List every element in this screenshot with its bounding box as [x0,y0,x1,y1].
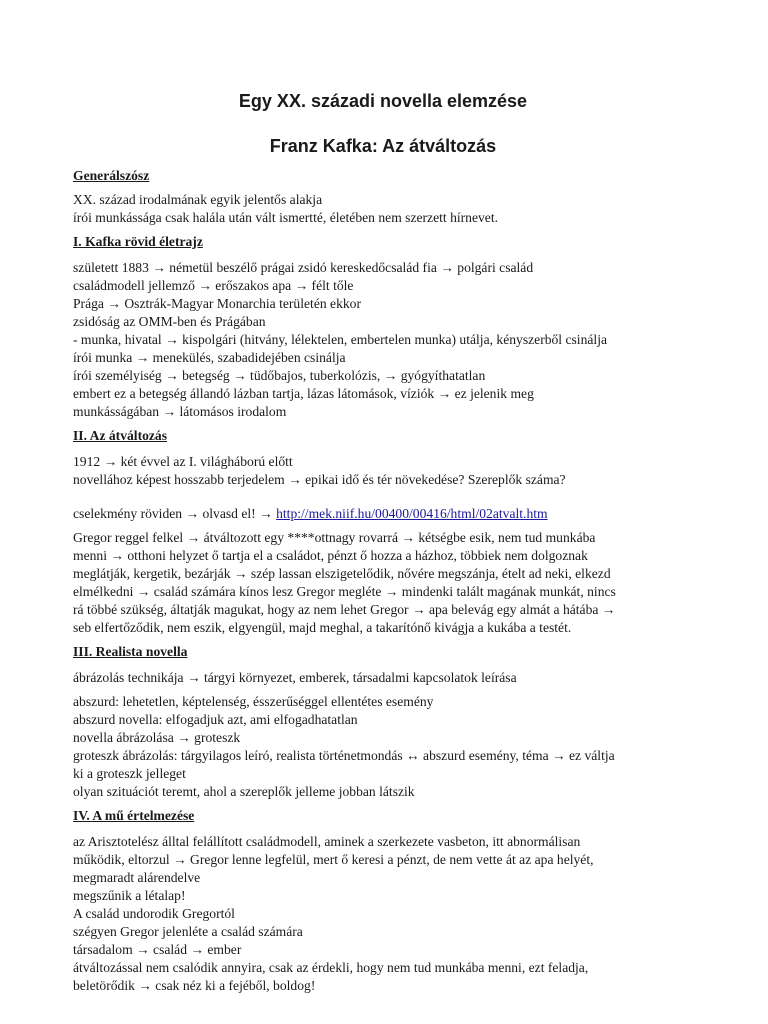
document-subtitle: Franz Kafka: Az átváltozás [269,136,497,156]
section-biography [73,233,733,421]
text-line: groteszk ábrázolás: tárgyilagos leíró, realista történetmondás ↔ abszurd esemény, téma → ez váltja [73,748,615,763]
text-line: olyan szituációt teremt, ahol a szereplők jelleme jobban látszik [73,784,415,799]
text-line: Gregor reggel felkel → átváltozott egy ****ottnagy rovarrá → kétségbe esik, nem tud munkába [73,530,596,545]
section-intro [73,167,733,227]
section-heading: I. Kafka rövid életrajz [73,234,203,249]
text-line: A család undorodik Gregortól [73,906,235,921]
text-line: elmélkedni → család számára kínos lesz Gregor megléte → mindenki talált magának munkát, nincs [73,584,616,599]
text-line: 1912 → két évvel az I. világháború előtt [73,454,293,469]
document-body [73,88,733,995]
link-prefix: cselekmény röviden → olvasd el! → [73,506,277,521]
text-line: embert ez a betegség állandó lázban tartja, lázas látomások, víziók → ez jelenik meg [73,386,534,401]
text-line: ábrázolás technikája → tárgyi környezet, emberek, társadalmi kapcsolatok leírása [73,670,517,685]
text-line: abszurd novella: elfogadjuk azt, ami elfogadhatatlan [73,712,358,727]
text-line: munkásságában → látomásos irodalom [73,404,287,419]
text-line: családmodell jellemző → erőszakos apa → félt tőle [73,278,354,293]
section-heading: IV. A mű értelmezése [73,808,195,823]
text-line: XX. század irodalmának egyik jelentős alakja [73,192,323,207]
text-line: - munka, hivatal → kispolgári (hitvány, lélektelen, embertelen munka) utálja, kényszerből csinálja [73,332,608,347]
text-line: menni → otthoni helyzet ő tartja el a családot, pénzt ő hozza a házhoz, többiek nem dolgoznak [73,548,588,563]
section-heading: II. Az átváltozás [73,428,168,443]
text-line: novella ábrázolása → groteszk [73,730,241,745]
section-interpretation [73,807,733,995]
text-line: zsidóság az OMM-ben és Prágában [73,314,266,329]
text-line: megszűnik a létalap! [73,888,186,903]
text-line: seb elfertőződik, nem eszik, elgyengül, majd meghal, a takarítónő kivágja a kukába a testét. [73,620,572,635]
text-line: rá többé szükség, áltatják magukat, hogy az nem lehet Gregor → apa belevág egy almát a hátába → [73,602,616,617]
text-line: társadalom → család → ember [73,942,242,957]
section-heading: III. Realista novella [73,644,188,659]
plot-summary-link[interactable]: http://mek.niif.hu/00400/00416/html/02atvalt.htm [276,506,548,521]
section-metamorphosis [73,427,733,637]
text-line: született 1883 → németül beszélő prágai zsidó kereskedőcsalád fia → polgári család [73,260,534,275]
section-heading: Generálszósz [73,168,150,183]
text-line: írói személyiség → betegség → tüdőbajos, tuberkolózis, → gyógyíthatatlan [73,368,486,383]
section-realist-novella [73,643,733,801]
text-line: novellához képest hosszabb terjedelem → epikai idő és tér növekedése? Szereplők száma? [73,472,566,487]
text-line: működik, eltorzul → Gregor lenne legfelül, mert ő keresi a pénzt, de nem vette át az apa helyét, [73,852,594,867]
text-line: abszurd: lehetetlen, képtelenség, ésszerűséggel ellentétes esemény [73,694,434,709]
text-line: ki a groteszk jelleget [73,766,186,781]
text-line: átváltozással nem csalódik annyira, csak az érdekli, hogy nem tud munkába menni, ezt feladja, [73,960,589,975]
text-line: írói munkássága csak halála után vált ismertté, életében nem szerzett hírnevet. [73,210,499,225]
text-line-with-link [73,505,733,523]
document-title: Egy XX. századi novella elemzése [238,91,528,111]
text-line: beletörődik → csak néz ki a fejéből, boldog! [73,978,316,993]
text-line: megmaradt alárendelve [73,870,201,885]
text-line: meglátják, kergetik, bezárják → szép lassan elszigetelődik, nővére megszánja, ételt ad neki, elkezd [73,566,611,581]
text-line: írói munka → menekülés, szabadidejében csinálja [73,350,346,365]
text-line: az Arisztotelész álltal felállított családmodell, aminek a szerkezete vasbeton, itt abnormálisan [73,834,581,849]
text-line: szégyen Gregor jelenléte a család számára [73,924,303,939]
text-line: Prága → Osztrák-Magyar Monarchia területén ekkor [73,296,361,311]
